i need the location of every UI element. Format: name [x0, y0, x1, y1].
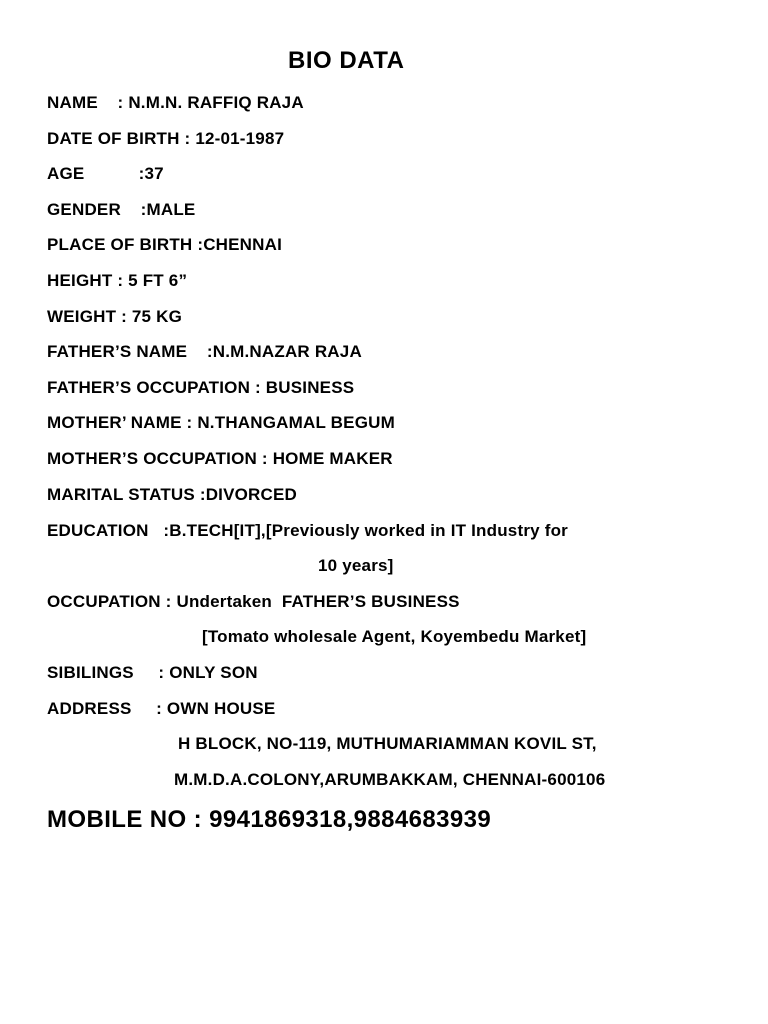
weight-line: WEIGHT : 75 KG: [47, 307, 183, 326]
mothers-name-line: MOTHER’ NAME : N.THANGAMAL BEGUM: [47, 413, 395, 432]
occupation-line: OCCUPATION : Undertaken FATHER’S BUSINESS: [47, 592, 460, 611]
name-line: NAME : N.M.N. RAFFIQ RAJA: [47, 93, 304, 112]
marital-status-line: MARITAL STATUS :DIVORCED: [47, 485, 298, 504]
address-line: ADDRESS : OWN HOUSE: [47, 699, 276, 718]
siblings-line: SIBILINGS : ONLY SON: [47, 663, 258, 682]
address-street-line: H BLOCK, NO-119, MUTHUMARIAMMAN KOVIL ST,: [178, 734, 597, 753]
date-of-birth-line: DATE OF BIRTH : 12-01-1987: [47, 129, 285, 148]
mothers-occupation-line: MOTHER’S OCCUPATION : HOME MAKER: [47, 449, 393, 468]
gender-line: GENDER :MALE: [47, 200, 196, 219]
age-line: AGE :37: [47, 164, 164, 183]
mobile-number-line: MOBILE NO : 9941869318,9884683939: [47, 806, 492, 833]
place-of-birth-line: PLACE OF BIRTH :CHENNAI: [47, 235, 283, 254]
address-city-line: M.M.D.A.COLONY,ARUMBAKKAM, CHENNAI-600106: [174, 770, 606, 789]
fathers-occupation-line: FATHER’S OCCUPATION : BUSINESS: [47, 378, 355, 397]
document-title: BIO DATA: [288, 47, 405, 74]
education-continuation-line: 10 years]: [318, 556, 394, 575]
education-line: EDUCATION :B.TECH[IT],[Previously worked in IT Industry for: [47, 521, 568, 540]
height-line: HEIGHT : 5 FT 6”: [47, 271, 188, 290]
fathers-name-line: FATHER’S NAME :N.M.NAZAR RAJA: [47, 342, 362, 361]
occupation-detail-line: [Tomato wholesale Agent, Koyembedu Market]: [202, 627, 587, 646]
